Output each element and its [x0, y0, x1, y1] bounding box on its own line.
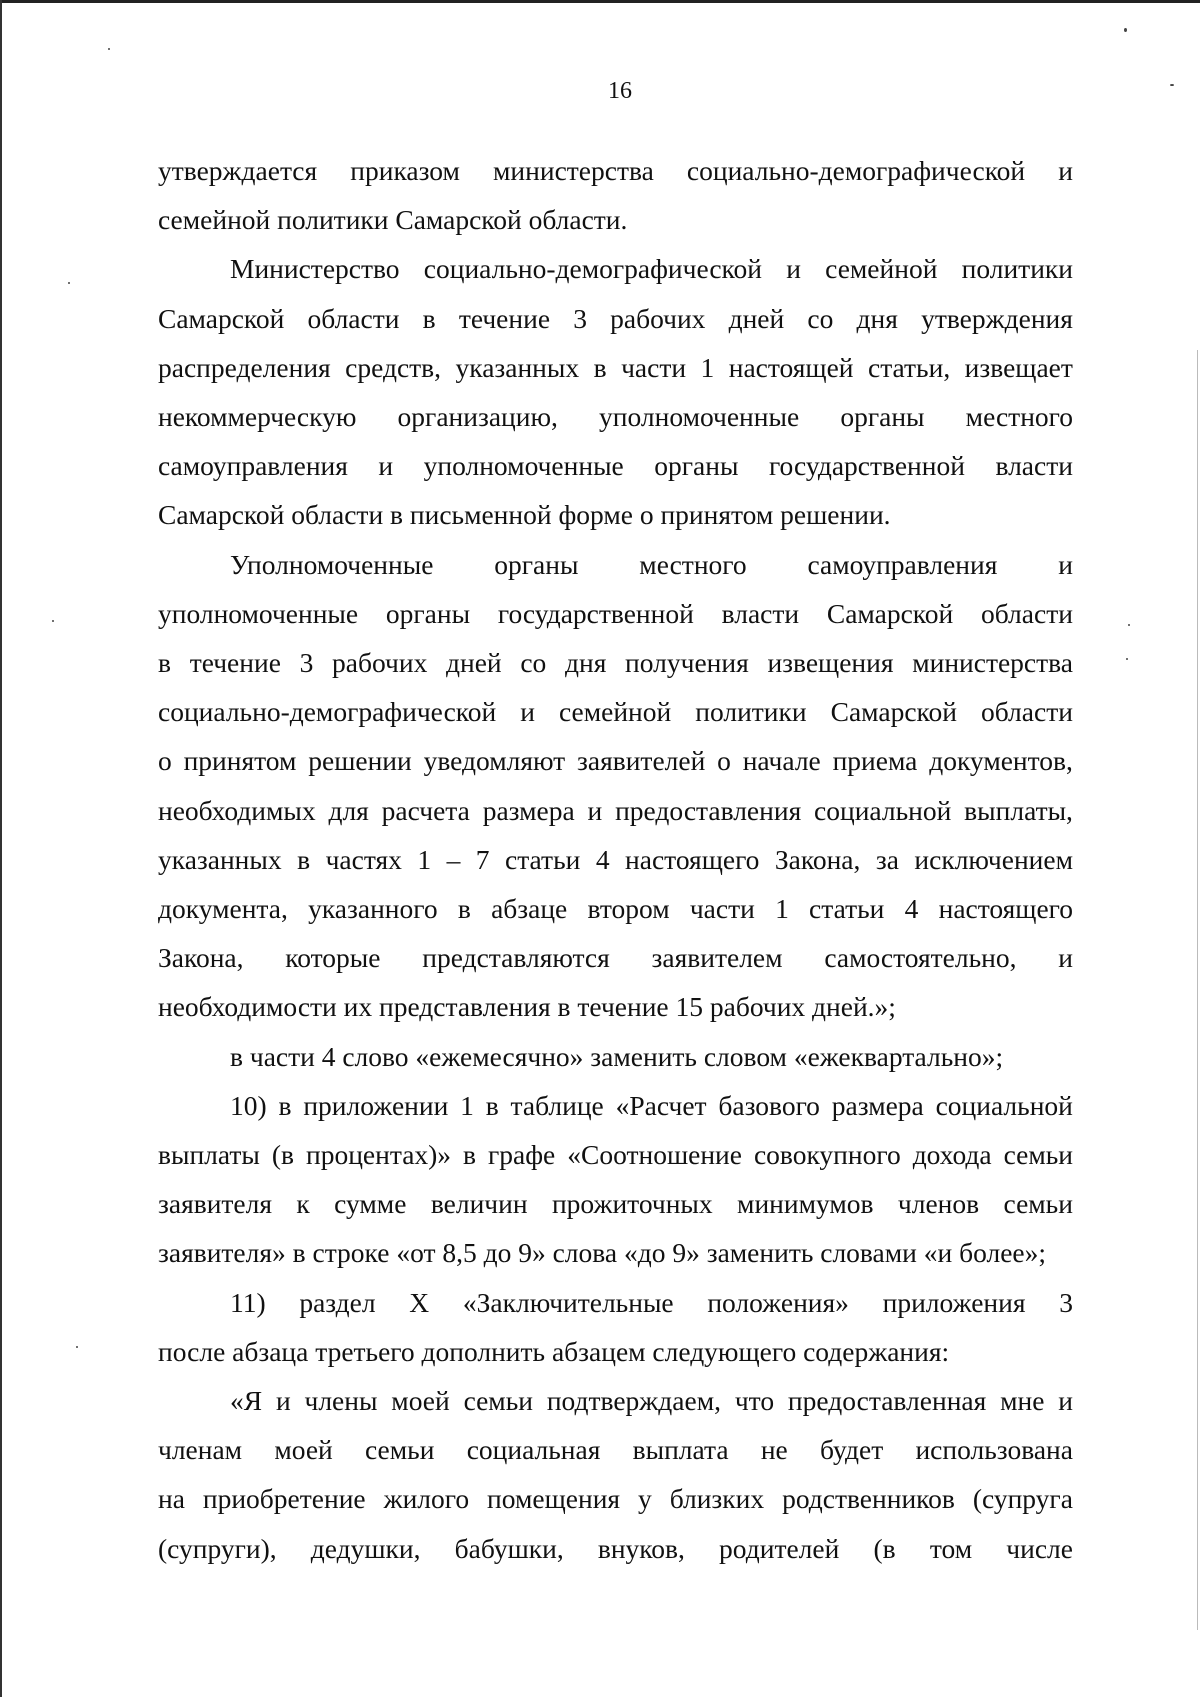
text-line: документа, указанного в абзаце втором части 1 статьи 4 настоящего [158, 893, 1073, 925]
paragraph [158, 1081, 1073, 1278]
text-line: в течение 3 рабочих дней со дня получения извещения министерства [158, 647, 1073, 679]
right-border [1197, 350, 1198, 1630]
text-line: о принятом решении уведомляют заявителей о начале приема документов, [158, 745, 1073, 777]
text-line: заявителя» в строке «от 8,5 до 9» слова «до 9» заменить словами «и более»; [158, 1237, 1047, 1269]
text-line: Самарской области в течение 3 рабочих дней со дня утверждения [158, 302, 1073, 334]
document-body [158, 146, 1073, 1573]
paragraph [158, 1278, 1073, 1376]
text-line: Закона, которые представляются заявителем самостоятельно, и [158, 942, 1073, 974]
scan-speck [108, 48, 110, 50]
scan-speck [76, 1346, 78, 1348]
text-line: (супруги), дедушки, бабушки, внуков, родителей (в том числе [158, 1532, 1073, 1564]
scan-speck [1124, 28, 1127, 32]
text-line: необходимых для расчета размера и предоставления социальной выплаты, [158, 794, 1073, 826]
text-line: Самарской области в письменной форме о принятом решении. [158, 499, 891, 531]
text-line: уполномоченные органы государственной власти Самарской области [158, 597, 1073, 629]
scan-speck [1170, 84, 1174, 86]
text-line: заявителя к сумме величин прожиточных минимумов членов семьи [158, 1188, 1073, 1220]
scan-speck [52, 620, 54, 622]
text-line: распределения средств, указанных в части 1 настоящей статьи, извещает [158, 351, 1073, 383]
text-line: выплаты (в процентах)» в графе «Соотношение совокупного дохода семьи [158, 1139, 1073, 1171]
text-line: в части 4 слово «ежемесячно» заменить словом «ежеквартально»; [230, 1040, 1004, 1072]
text-line: 10) в приложении 1 в таблице «Расчет базового размера социальной [230, 1089, 1073, 1121]
text-line: членам моей семьи социальная выплата не будет использована [158, 1434, 1073, 1466]
paragraph [158, 244, 1073, 539]
scan-speck [1128, 624, 1130, 626]
text-line: Уполномоченные органы местного самоуправления и [230, 548, 1073, 580]
text-line: социально-демографической и семейной политики Самарской области [158, 696, 1073, 728]
top-border [0, 0, 1200, 3]
paragraph [158, 146, 1073, 244]
text-line: некоммерческую организацию, уполномоченные органы местного [158, 401, 1073, 433]
text-line: после абзаца третьего дополнить абзацем следующего содержания: [158, 1335, 950, 1367]
left-border [0, 0, 2, 1697]
text-line: самоуправления и уполномоченные органы государственной власти [158, 450, 1073, 482]
text-line: утверждается приказом министерства социально-демографической и [158, 155, 1073, 186]
paragraph [158, 1376, 1073, 1573]
text-line: указанных в частях 1 – 7 статьи 4 настоящего Закона, за исключением [158, 843, 1073, 875]
text-line: «Я и члены моей семьи подтверждаем, что предоставленная мне и [230, 1385, 1073, 1417]
text-line: Министерство социально-демографической и семейной политики [230, 253, 1073, 285]
scan-speck [1126, 658, 1128, 660]
text-line: семейной политики Самарской области. [158, 204, 628, 236]
scan-speck [68, 282, 70, 284]
text-line: необходимости их представления в течение 15 рабочих дней.»; [158, 991, 896, 1023]
paragraph [158, 1032, 1073, 1081]
text-line: 11) раздел X «Заключительные положения» приложения 3 [230, 1286, 1073, 1318]
paragraph [158, 540, 1073, 1032]
text-line: на приобретение жилого помещения у близких родственников (супруга [158, 1483, 1073, 1515]
page-number: 16 [608, 78, 632, 104]
